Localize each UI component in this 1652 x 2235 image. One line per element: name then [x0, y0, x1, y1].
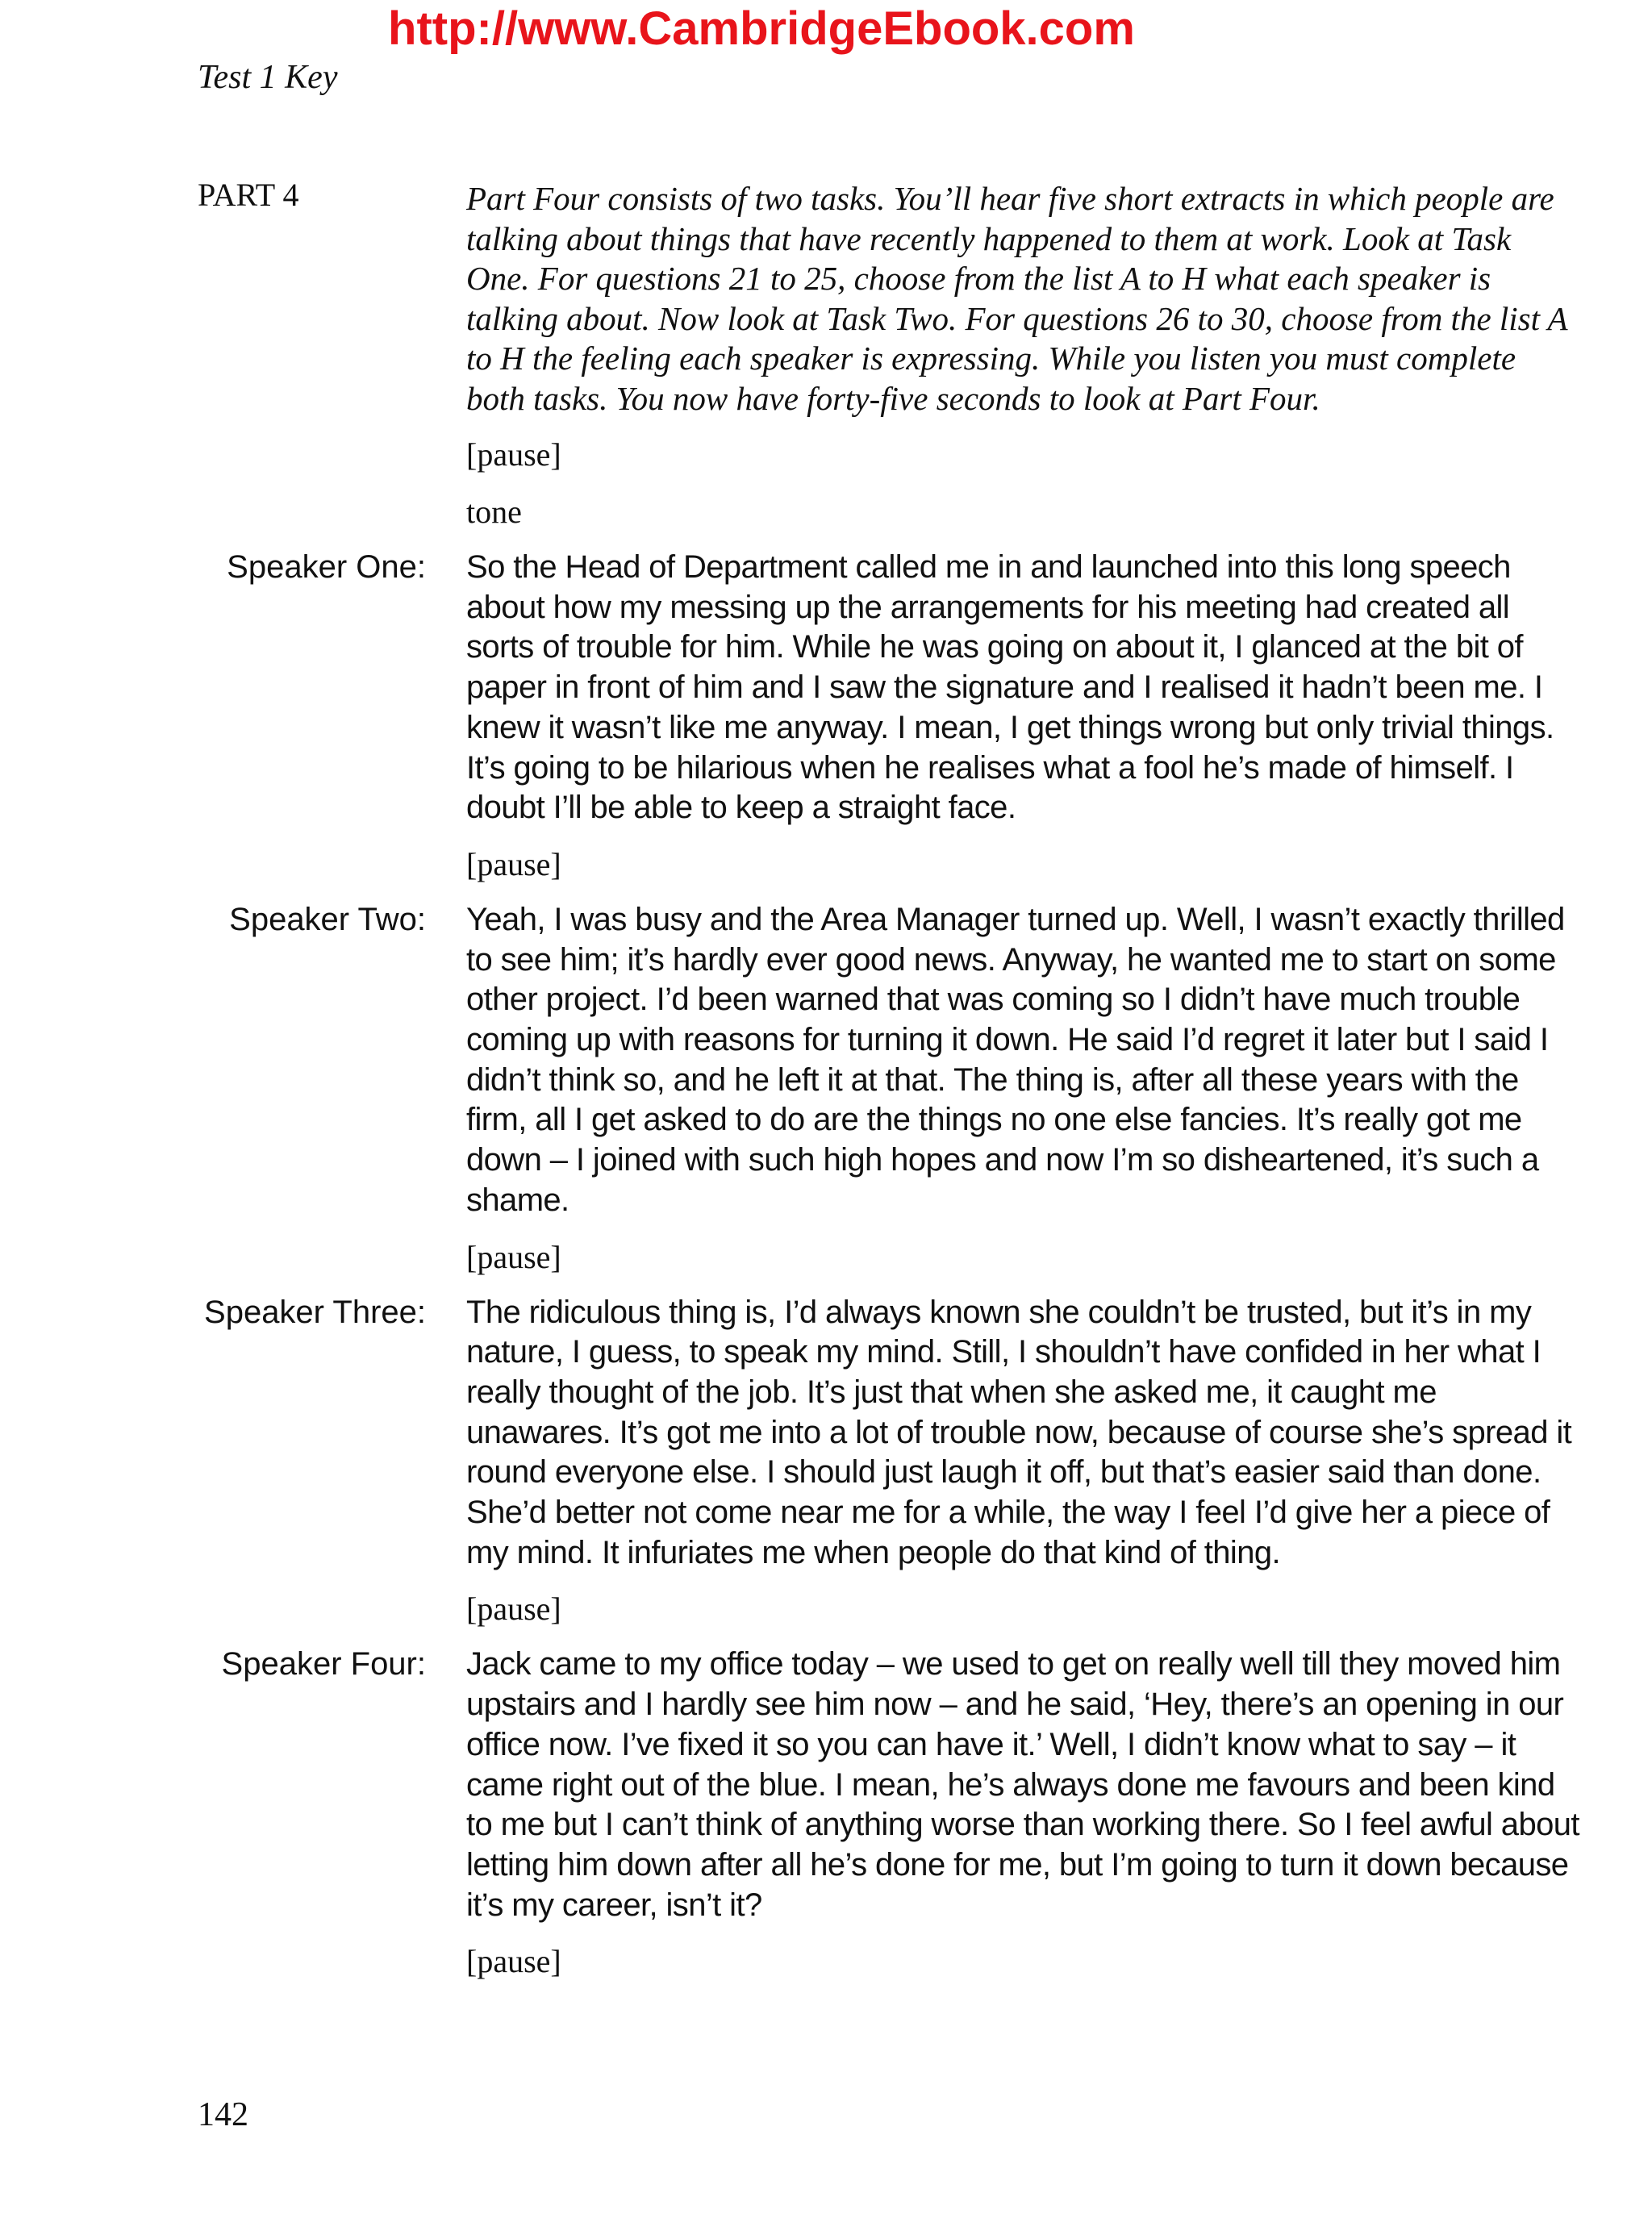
stage-direction-pause: [pause] — [466, 1238, 561, 1275]
watermark-url — [0, 2, 1652, 56]
watermark-text: http://www.CambridgeEbook.com — [388, 2, 1135, 55]
speaker-text: Jack came to my office today – we used to get on really well till they moved him upstairs and I hardly see him now – and he said, ‘Hey, there’s an opening in our office now. I’ve fixed it so you can have it.’ Well, I didn’t know what to say – it came right out of the blue. I mean, he’s always done me favours and been kind to me but I can’t think of anything worse than working there. So I feel awful about letting him down after all he’s done for me, but I’m going to turn it down because it’s my career, isn’t it? — [466, 1646, 1579, 1923]
speaker-label: Speaker Two: — [229, 901, 426, 937]
speaker-block-one — [227, 548, 1579, 828]
speaker-label: Speaker Four: — [221, 1646, 426, 1683]
speaker-text: Yeah, I was busy and the Area Manager turned up. Well, I wasn’t exactly thrilled to see him; it’s hardly ever good news. Anyway, he wanted me to start on some other project. I’d been warned that was coming so I didn’t have much trouble coming up with reasons for turning it down. He said I’d regret it later but I said I didn’t think so, and he left it at that. The thing is, after all these years with the firm, all I get asked to do are the things no one else fancies. It’s really got me down – I joined with such high hopes and now I’m so disheartened, it’s such a shame. — [466, 901, 1565, 1218]
speaker-block-four — [221, 1645, 1579, 1925]
rubric-instructions: Part Four consists of two tasks. You’ll hear five short extracts in which people are talking about things that have recently happened to them at work. Look at Task One. For questions 21 to 25, choose from the list A to H what each speaker is talking about. Now look at Task Two. For questions 26 to 30, choose from the list A to H the feeling each speaker is expressing. While you listen you must complete both tasks. You now have forty-five seconds to look at Part Four. — [466, 180, 1567, 417]
part-label: PART 4 — [198, 177, 299, 213]
speaker-text: So the Head of Department called me in and launched into this long speech about how my messing up the arrangements for his meeting had created all sorts of trouble for him. While he was going on about it, I glanced at the bit of paper in front of him and I saw the signature and I realised it hadn’t been me. I knew it wasn’t like me anyway. I mean, I get things wrong but only trivial things. It’s going to be hilarious when he realises what a fool he’s made of himself. I doubt I’ll be able to keep a straight face. — [466, 549, 1554, 826]
speaker-text: The ridiculous thing is, I’d always known she couldn’t be trusted, but it’s in my nature, I guess, to speak my mind. Still, I shouldn’t have confided in her what I really thought of the job. It’s just that when she asked me, it caught me unawares. It’s got me into a lot of trouble now, because of course she’s spread it round everyone else. I should just laugh it off, but that’s easier said than done. She’d better not come near me for a while, the way I feel I’d give her a piece of my mind. It infuriates me when people do that kind of thing. — [466, 1294, 1572, 1570]
running-head: Test 1 Key — [198, 59, 338, 96]
stage-direction-pause: [pause] — [466, 1591, 561, 1628]
stage-direction-pause: [pause] — [466, 436, 561, 473]
page-number: 142 — [198, 2096, 248, 2133]
speaker-label: Speaker One: — [227, 549, 426, 585]
stage-direction-tone: tone — [466, 494, 522, 530]
speaker-block-two — [229, 900, 1579, 1221]
speaker-block-three — [204, 1293, 1579, 1574]
stage-direction-pause: [pause] — [466, 1943, 561, 1980]
speaker-label: Speaker Three: — [204, 1294, 426, 1330]
stage-direction-pause: [pause] — [466, 845, 561, 882]
